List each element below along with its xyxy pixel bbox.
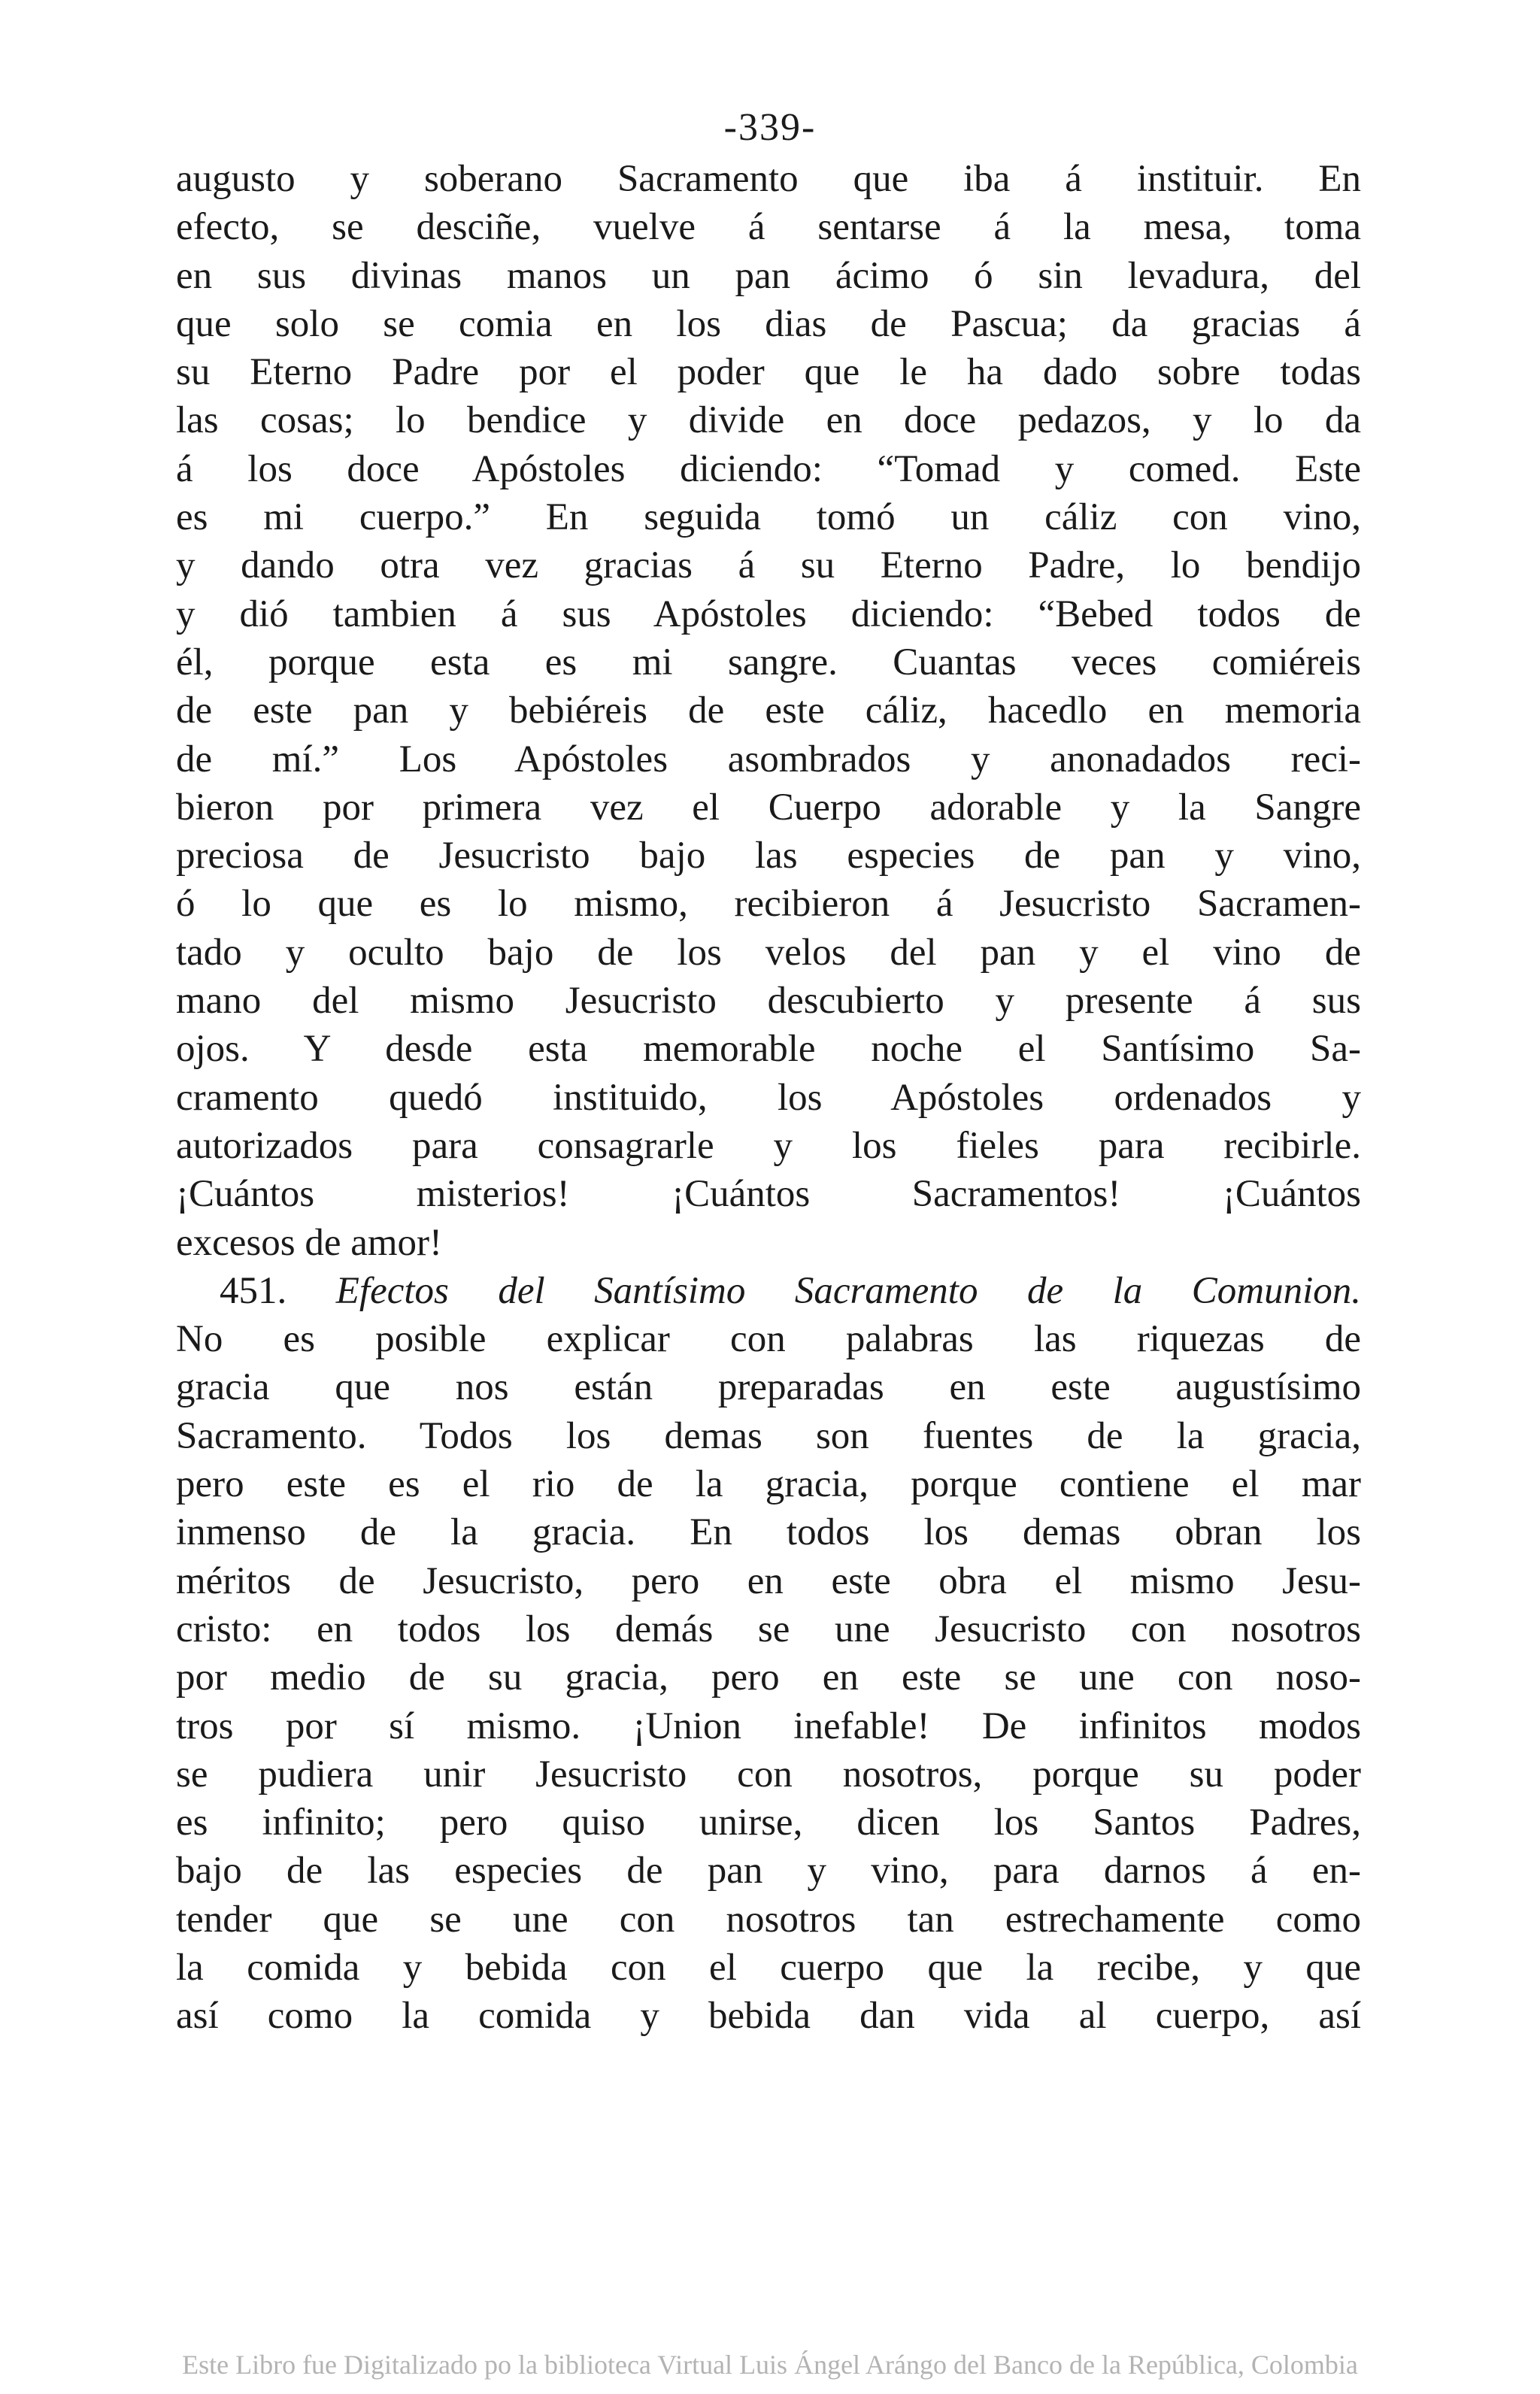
text-line: que solo se comia en los dias de Pascua; da gracias á xyxy=(176,302,1361,345)
text-line: su Eterno Padre por el poder que le ha dado sobre todas xyxy=(176,351,1361,394)
text-line: por medio de su gracia, pero en este se une con noso- xyxy=(176,1656,1361,1699)
text-line: augusto y soberano Sacramento que iba á instituir. En xyxy=(176,158,1361,200)
text-line: No es posible explicar con palabras las riquezas de xyxy=(176,1318,1361,1361)
section-number: 451. xyxy=(220,1269,287,1312)
text-line: mano del mismo Jesucristo descubierto y presente á sus xyxy=(176,980,1361,1023)
body-text xyxy=(176,155,1361,2041)
text-line: á los doce Apóstoles diciendo: “Tomad y comed. Este xyxy=(176,447,1361,490)
text-line: bajo de las especies de pan y vino, para darnos á en- xyxy=(176,1850,1361,1892)
text-line: bieron por primera vez el Cuerpo adorable y la Sangre xyxy=(176,786,1361,829)
text-line: es mi cuerpo.” En seguida tomó un cáliz con vino, xyxy=(176,496,1361,539)
text-line: y dando otra vez gracias á su Eterno Padre, lo bendijo xyxy=(176,544,1361,587)
text-line: de este pan y bebiéreis de este cáliz, hacedlo en memoria xyxy=(176,689,1361,732)
text-line: cramento quedó instituido, los Apóstoles ordenados y xyxy=(176,1076,1361,1119)
text-line: ó lo que es lo mismo, recibieron á Jesucristo Sacramen- xyxy=(176,883,1361,926)
text-line: las cosas; lo bendice y divide en doce pedazos, y lo da xyxy=(176,399,1361,442)
text-line: méritos de Jesucristo, pero en este obra el mismo Jesu- xyxy=(176,1559,1361,1602)
text-line: se pudiera unir Jesucristo con nosotros, porque su poder xyxy=(176,1753,1361,1796)
text-line: tado y oculto bajo de los velos del pan y el vino de xyxy=(176,931,1361,974)
text-line: ojos. Y desde esta memorable noche el Santísimo Sa- xyxy=(176,1028,1361,1071)
section-heading xyxy=(176,1267,1361,1315)
text-line: tros por sí mismo. ¡Union inefable! De infinitos modos xyxy=(176,1705,1361,1747)
text-line: autorizados para consagrarle y los fieles para recibirle. xyxy=(176,1124,1361,1167)
text-line: ¡Cuántos misterios! ¡Cuántos Sacramentos! ¡Cuántos xyxy=(176,1173,1361,1216)
text-line: pero este es el rio de la gracia, porque contiene el mar xyxy=(176,1463,1361,1506)
text-line: tender que se une con nosotros tan estrechamente como xyxy=(176,1898,1361,1941)
text-line: inmenso de la gracia. En todos los demas obran los xyxy=(176,1511,1361,1554)
text-line: preciosa de Jesucristo bajo las especies de pan y vino, xyxy=(176,835,1361,877)
page-number: -339- xyxy=(723,106,817,149)
text-line: en sus divinas manos un pan ácimo ó sin levadura, del xyxy=(176,254,1361,297)
section-title: Efectos del Santísimo Sacramento de la Comunion. xyxy=(335,1269,1362,1312)
text-line: y dió tambien á sus Apóstoles diciendo: “Bebed todos de xyxy=(176,592,1361,635)
digitization-footer: Este Libro fue Digitalizado po la biblioteca Virtual Luis Ángel Arángo del Banco de la República, Colombia xyxy=(182,2350,1358,2380)
text-line: él, porque esta es mi sangre. Cuantas veces comiéreis xyxy=(176,641,1361,683)
text-line: efecto, se desciñe, vuelve á sentarse á la mesa, toma xyxy=(176,206,1361,249)
text-line: de mí.” Los Apóstoles asombrados y anonadados reci- xyxy=(176,738,1361,780)
text-line: Sacramento. Todos los demas son fuentes de la gracia, xyxy=(176,1414,1361,1457)
text-line: gracia que nos están preparadas en este augustísimo xyxy=(176,1366,1361,1409)
text-line: excesos de amor! xyxy=(176,1221,443,1264)
text-line: la comida y bebida con el cuerpo que la recibe, y que xyxy=(176,1946,1361,1989)
text-line: así como la comida y bebida dan vida al cuerpo, así xyxy=(176,1995,1361,2038)
text-line: cristo: en todos los demás se une Jesucristo con nosotros xyxy=(176,1608,1361,1650)
text-line: es infinito; pero quiso unirse, dicen los Santos Padres, xyxy=(176,1802,1361,1844)
